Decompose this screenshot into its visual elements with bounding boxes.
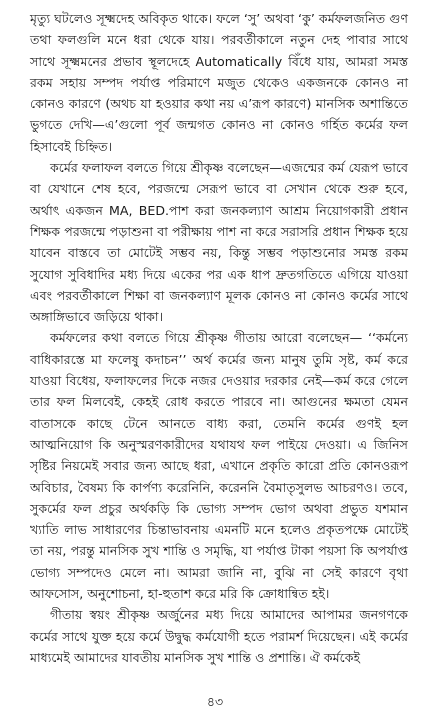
paragraph-3: কর্মফলের কথা বলতে গিয়ে শ্রীকৃষ্ণ গীতায় আরো বলেছেন— ‘‘কর্মন্যে বাধিকারস্তে মা ফলেষু কদাচন’’ অর্থ কর্মের জন্য মানুষ তুমি সৃষ্ট, কর্ম করে যাওয়া বিধেয়, ফলাফলের দিকে নজর দেওয়ার দরকার নেই—কর্ম করে গেলে তার ফল মিলবেই, কেহই রোধ করতে পারবে না। আগুনের ক্ষমতা যেমন বাতাসকে কাছে টেনে আনতে বাধ্য করা, তেমনি কর্মের গুণই হল আত্মনিয়োগ কি অনুস্মরণকারীদের যথাযথ ফল পাইয়ে দেওয়া। এ জিনিস সৃষ্টির নিয়মেই সবার জন্য আছে ধরা, এখানে প্রকৃতি কারো প্রতি কোনওরূপ অবিচার, বৈষম্য কি কার্পণ্য করেনিনি, করেননি বৈমাতৃসুলভ আচরণও। তবে, সুকর্মের ফল প্রচুর অর্থকড়ি কি ভোগ্য সম্পদ ভোগ অথবা প্রভুত যশমান খ্যাতি লাভ সাধারণের চিন্তাভাবনায় এমনটি মনে হলেও প্রকৃতপক্ষে মোটেই তা নয়, পরন্তু মানসিক সুখ শান্তি ও সমৃদ্ধি, যা পর্যাপ্ত টাকা পয়সা কি অপর্যাপ্ত ভোগ্য সম্পদেও মেলে না। আমরা জানি না, বুঝি না সেই কারণে বৃথা আফসোস, অনুশোচনা, হা-হুতাশ করে মরি কি ক্রোধান্বিত হই। (30, 330, 408, 602)
paragraph-1: মৃত্যু ঘটলেও সূক্ষ্মদেহ অবিকৃত থাকে। ফলে ‘সু’ অথবা ‘কু’ কর্মফলজনিত গুণ তথা ফলগুলি মনে ধরা থেকে যায়। পরবর্তীকালে নতুন দেহ পাবার সাথে সাথে সূক্ষ্মমনের প্রভাব স্থূলদেহে Automatically বিঁধে যায়, আমরা সমস্ত রকম সহায় সম্পদ পর্যাপ্ত পরিমাণে মজুত থেকেও একজনকে কোনও না কোনও কারণে (অথচ যা হওয়ার কথা নয় এ’রূপ কারণে) মানসিক অশান্তিতে ভুগতে দেখি—এ’গুলো পূর্ব জন্মগত কোনও না কোনও গর্হিত কর্মের ফল হিসাবেই চিহ্নিত। (30, 11, 408, 154)
paragraph-2: কর্মের ফলাফল বলতে গিয়ে শ্রীকৃষ্ণ বলেছেন—এজন্মের কর্ম যেরূপ ভাবে বা যেখানে শেষ হবে, পরজন্মে সেরূপ ভাবে বা সেখান থেকে শুরু হবে, অর্থাৎ একজন MA, BED.পাশ করা জনকল্যাণ আশ্রম নিয়োগকারী প্রধান শিক্ষক পরজন্মে পড়াশুনা বা পরীক্ষায় পাশ না করে সরাসরি প্রধান শিক্ষক হয়ে যাবেন বাস্তবে তা মোটেই সম্ভব নয়, কিন্তু সম্ভব পড়াশুনোর সমস্ত রকম সুযোগ সুবিধাদির মধ্য দিয়ে একের পর এক ধাপ দ্রুতগতিতে এগিয়ে যাওয়া এবং পরবর্তীকালে শিক্ষা বা জনকল্যাণ মূলক কোনও না কোনও কর্মের সাথে অঙ্গাঙ্গিভাবে জড়িয়ে থাকা। (30, 160, 408, 325)
page-number: ৪৩ (206, 694, 224, 709)
paragraph-4: গীতায় স্বয়ং শ্রীকৃষ্ণ অর্জুনের মধ্য দিয়ে আমাদের আপামর জনগণকে কর্মের সাথে যুক্ত হয়ে কর্মে উদ্বুদ্ধ কর্মযোগী হতে পরামর্শ দিয়েছেন। এই কর্মের মাধ্যমেই আমাদের যাবতীয় মানসিক সুখ শান্তি ও প্রশান্তি। ঐ কর্মকেই (30, 607, 408, 665)
